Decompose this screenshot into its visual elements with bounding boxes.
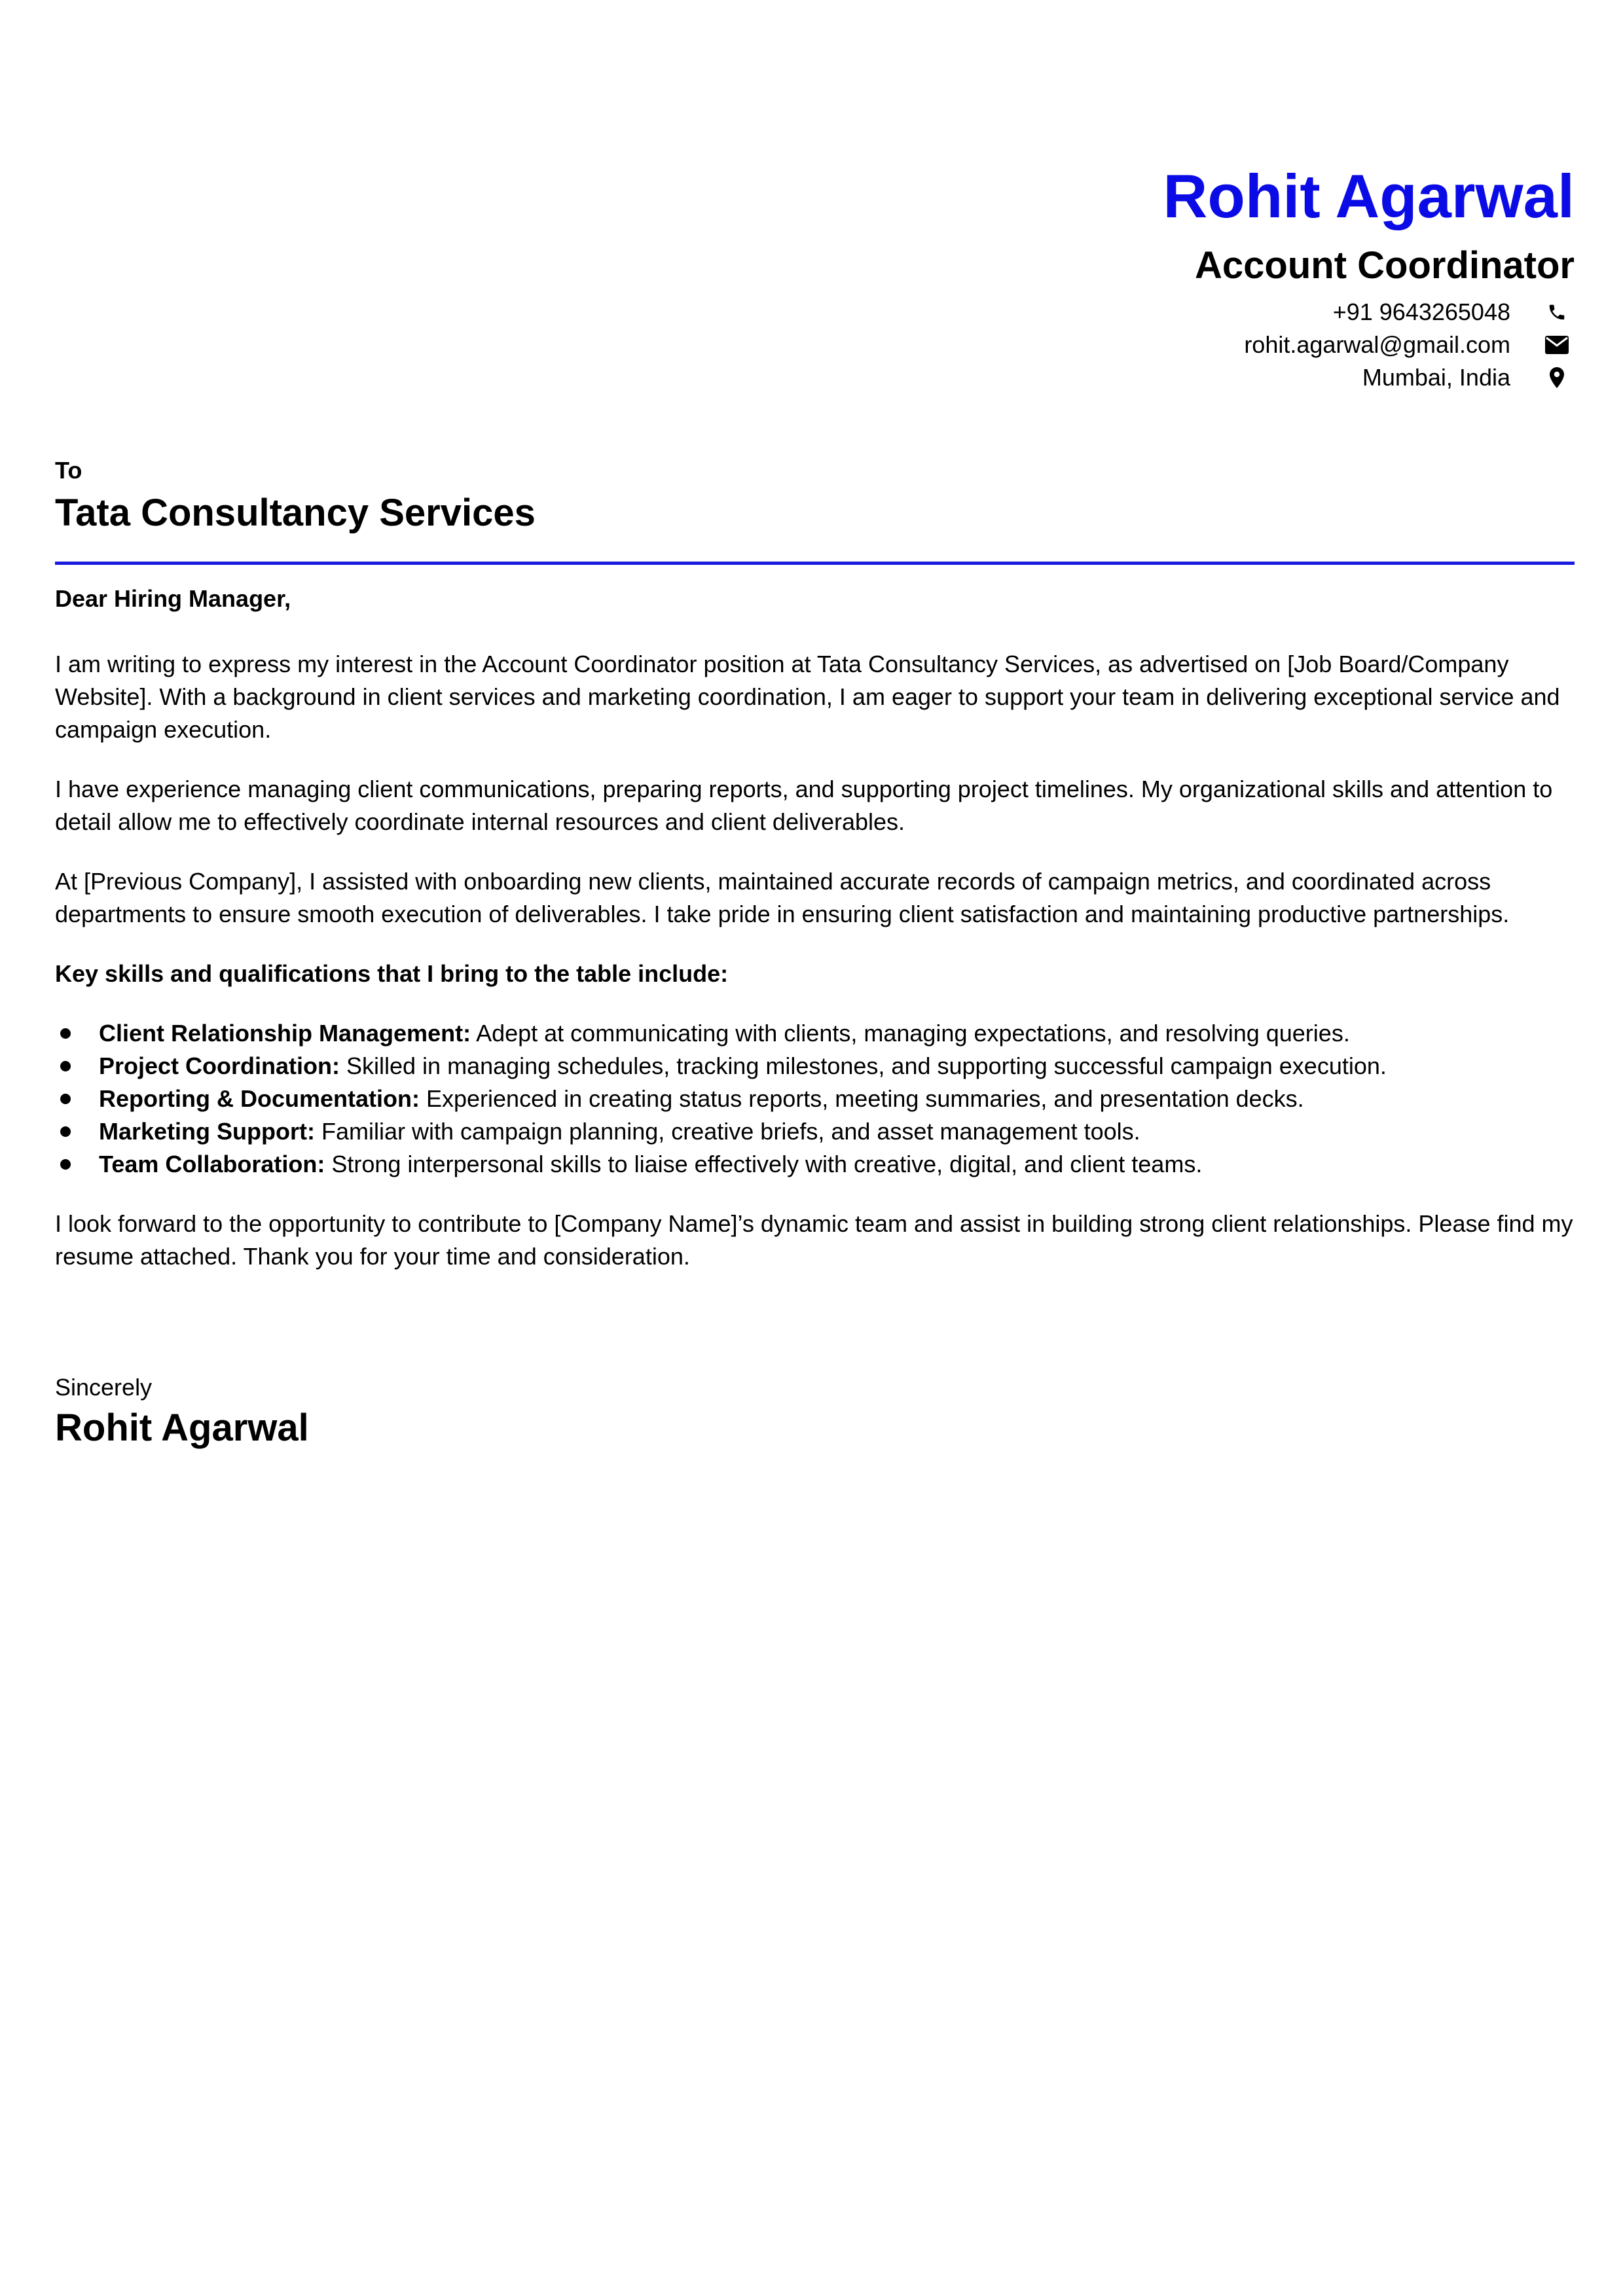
paragraph-experience: I have experience managing client communications, preparing reports, and supporting project timelines. My organizational skills and attention to detail allow me to effectively coordinate internal resources and client deliverables. [55,776,1553,835]
map-marker-icon [1541,361,1573,394]
to-label: To [55,457,82,484]
skill-name: Client Relationship Management: [99,1020,471,1047]
signature-name: Rohit Agarwal [55,1407,309,1449]
closing-block [55,1371,841,1452]
skill-item [55,1083,1580,1115]
skill-description: Skilled in managing schedules, tracking milestones, and supporting successful campaign execution. [340,1052,1387,1079]
greeting: Dear Hiring Manager, [55,585,291,612]
skill-item [55,1050,1580,1083]
phone-number: +91 9643265048 [1332,298,1510,325]
applicant-name: Rohit Agarwal [1163,162,1575,230]
paragraph-intro: I am writing to express my interest in the Account Coordinator position at Tata Consultancy Services, as advertised on [Job Board/Company Website]. With a background in client services and marketing coordination, I am eager to support your team in delivering exceptional service and campaign execution. [55,651,1560,743]
recipient-company: Tata Consultancy Services [55,492,536,534]
email-address: rohit.agarwal@gmail.com [1244,331,1510,358]
bullet-icon [60,1159,71,1170]
bullet-icon [60,1028,71,1039]
skill-item [55,1115,1580,1148]
bullet-icon [60,1061,71,1071]
skill-description: Experienced in creating status reports, meeting summaries, and presentation decks. [419,1085,1304,1112]
letter-header [658,157,1575,394]
location: Mumbai, India [1362,364,1510,391]
skill-item [55,1017,1580,1050]
letter-body [55,583,1580,1300]
bullet-icon [60,1126,71,1137]
skill-description: Adept at communicating with clients, managing expectations, and resolving queries. [471,1020,1350,1047]
skill-name: Reporting & Documentation: [99,1085,420,1112]
skill-description: Strong interpersonal skills to liaise effectively with creative, digital, and client teams. [325,1151,1203,1177]
envelope-icon [1541,329,1573,361]
sign-off: Sincerely [55,1374,153,1401]
bullet-icon [60,1094,71,1104]
paragraph-previous-company: At [Previous Company], I assisted with onboarding new clients, maintained accurate records of campaign metrics, and coordinated across departments to ensure smooth execution of deliverables. I take pride in ensuring client satisfaction and maintaining productive partnerships. [55,868,1510,927]
applicant-title: Account Coordinator [1195,244,1575,287]
paragraph-closing: I look forward to the opportunity to contribute to [Company Name]’s dynamic team and assist in building strong client relationships. Please find my resume attached. Thank you for your time and consideration. [55,1210,1573,1270]
skill-name: Team Collaboration: [99,1151,325,1177]
skills-heading: Key skills and qualifications that I bring to the table include: [55,960,729,987]
skill-description: Familiar with campaign planning, creative briefs, and asset management tools. [315,1118,1140,1145]
skills-list [55,1017,1580,1181]
phone-icon [1541,296,1573,329]
skill-name: Project Coordination: [99,1052,340,1079]
contact-phone [658,296,1575,329]
recipient-block [55,455,1574,537]
skill-item [55,1148,1580,1181]
contact-location [658,361,1575,394]
contact-email [658,329,1575,361]
header-divider [55,562,1575,565]
skill-name: Marketing Support: [99,1118,315,1145]
